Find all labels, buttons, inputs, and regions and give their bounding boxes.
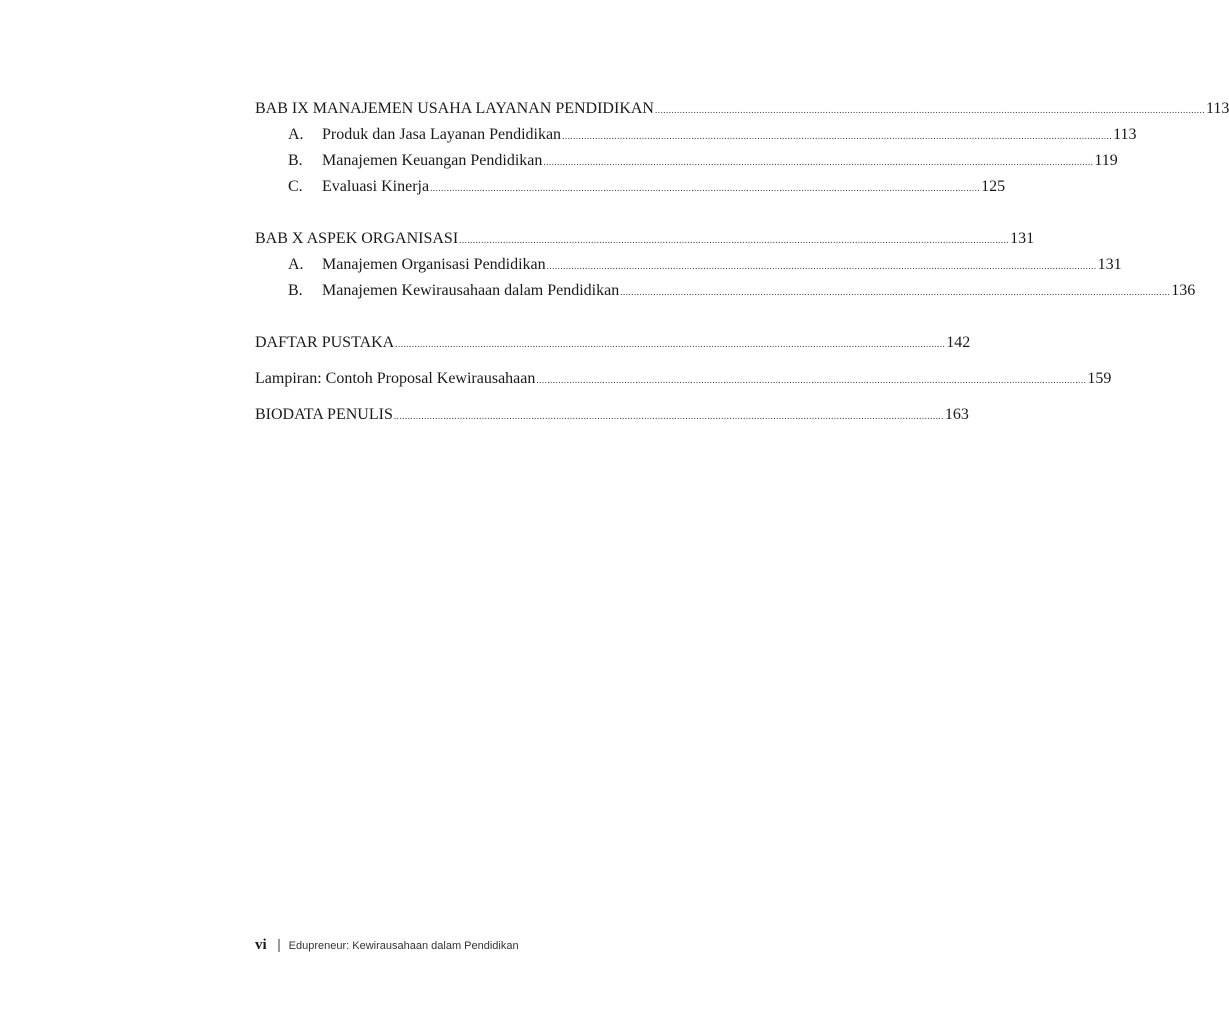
toc-subentry-letter: A. — [288, 256, 304, 273]
dot-leader: ........................................................................................................................................................................................................ — [562, 131, 1113, 141]
toc-entry-biodata — [255, 402, 969, 428]
toc-subentry — [255, 278, 1196, 304]
dot-leader: ........................................................................................................................................................................................................ — [459, 235, 1010, 245]
toc-entry-title: BIODATA PENULIS — [255, 406, 393, 423]
section-spacer — [255, 392, 774, 402]
toc-entry-title: BAB X ASPEK ORGANISASI — [255, 230, 459, 247]
dot-leader: ........................................................................................................................................................................................................ — [546, 261, 1097, 271]
dot-leader: ........................................................................................................................................................................................................ — [393, 411, 944, 421]
section-spacer — [255, 200, 774, 226]
toc-entry-page: 159 — [1087, 370, 1112, 387]
toc-entry-title: Lampiran: Contoh Proposal Kewirausahaan — [255, 370, 536, 387]
section-spacer — [255, 304, 774, 330]
toc-subentry — [255, 174, 1006, 200]
toc-entry-page: 142 — [946, 334, 971, 351]
footer-divider — [278, 939, 280, 952]
toc-entry-page: 131 — [1010, 230, 1035, 247]
dot-leader: ........................................................................................................................................................................................................ — [543, 157, 1094, 167]
dot-leader: ........................................................................................................................................................................................................ — [395, 339, 946, 349]
toc-entry-bab-x — [255, 226, 1035, 252]
dot-leader: ........................................................................................................................................................................................................ — [620, 287, 1171, 297]
toc-entry-page: 113 — [1205, 100, 1229, 117]
toc-subentry — [255, 122, 1137, 148]
toc-subentry-page: 119 — [1094, 152, 1118, 169]
toc-subentry-letter: A. — [288, 126, 304, 143]
toc-subentry-title: Manajemen Keuangan Pendidikan — [322, 152, 543, 169]
toc-subentry — [255, 252, 1122, 278]
toc-subentry-letter: C. — [288, 178, 303, 195]
running-title: Edupreneur: Kewirausahaan dalam Pendidikan — [288, 939, 519, 952]
section-spacer — [255, 356, 774, 366]
toc-subentry-title: Manajemen Organisasi Pendidikan — [322, 256, 546, 273]
toc-entry-title: DAFTAR PUSTAKA — [255, 334, 395, 351]
toc-subentry-title: Evaluasi Kinerja — [322, 178, 430, 195]
toc-entry-lampiran — [255, 366, 1112, 392]
toc-subentry — [255, 148, 1118, 174]
dot-leader: ........................................................................................................................................................................................................ — [654, 105, 1205, 115]
table-of-contents — [255, 96, 1229, 428]
toc-subentry-letter: B. — [288, 282, 303, 299]
toc-subentry-page: 131 — [1097, 256, 1122, 273]
dot-leader: ........................................................................................................................................................................................................ — [536, 375, 1087, 385]
toc-subentry-page: 125 — [981, 178, 1006, 195]
dot-leader: ........................................................................................................................................................................................................ — [430, 183, 981, 193]
toc-entry-page: 163 — [944, 406, 969, 423]
toc-subentry-letter: B. — [288, 152, 303, 169]
toc-subentry-title: Manajemen Kewirausahaan dalam Pendidikan — [322, 282, 620, 299]
toc-subentry-title: Produk dan Jasa Layanan Pendidikan — [322, 126, 562, 143]
toc-subentry-page: 136 — [1171, 282, 1196, 299]
page-number: vi — [255, 937, 267, 953]
toc-entry-daftar-pustaka — [255, 330, 971, 356]
toc-entry-bab-ix — [255, 96, 1229, 122]
page-footer — [255, 937, 519, 954]
toc-entry-title: BAB IX MANAJEMEN USAHA LAYANAN PENDIDIKAN — [255, 100, 654, 117]
toc-subentry-page: 113 — [1113, 126, 1137, 143]
